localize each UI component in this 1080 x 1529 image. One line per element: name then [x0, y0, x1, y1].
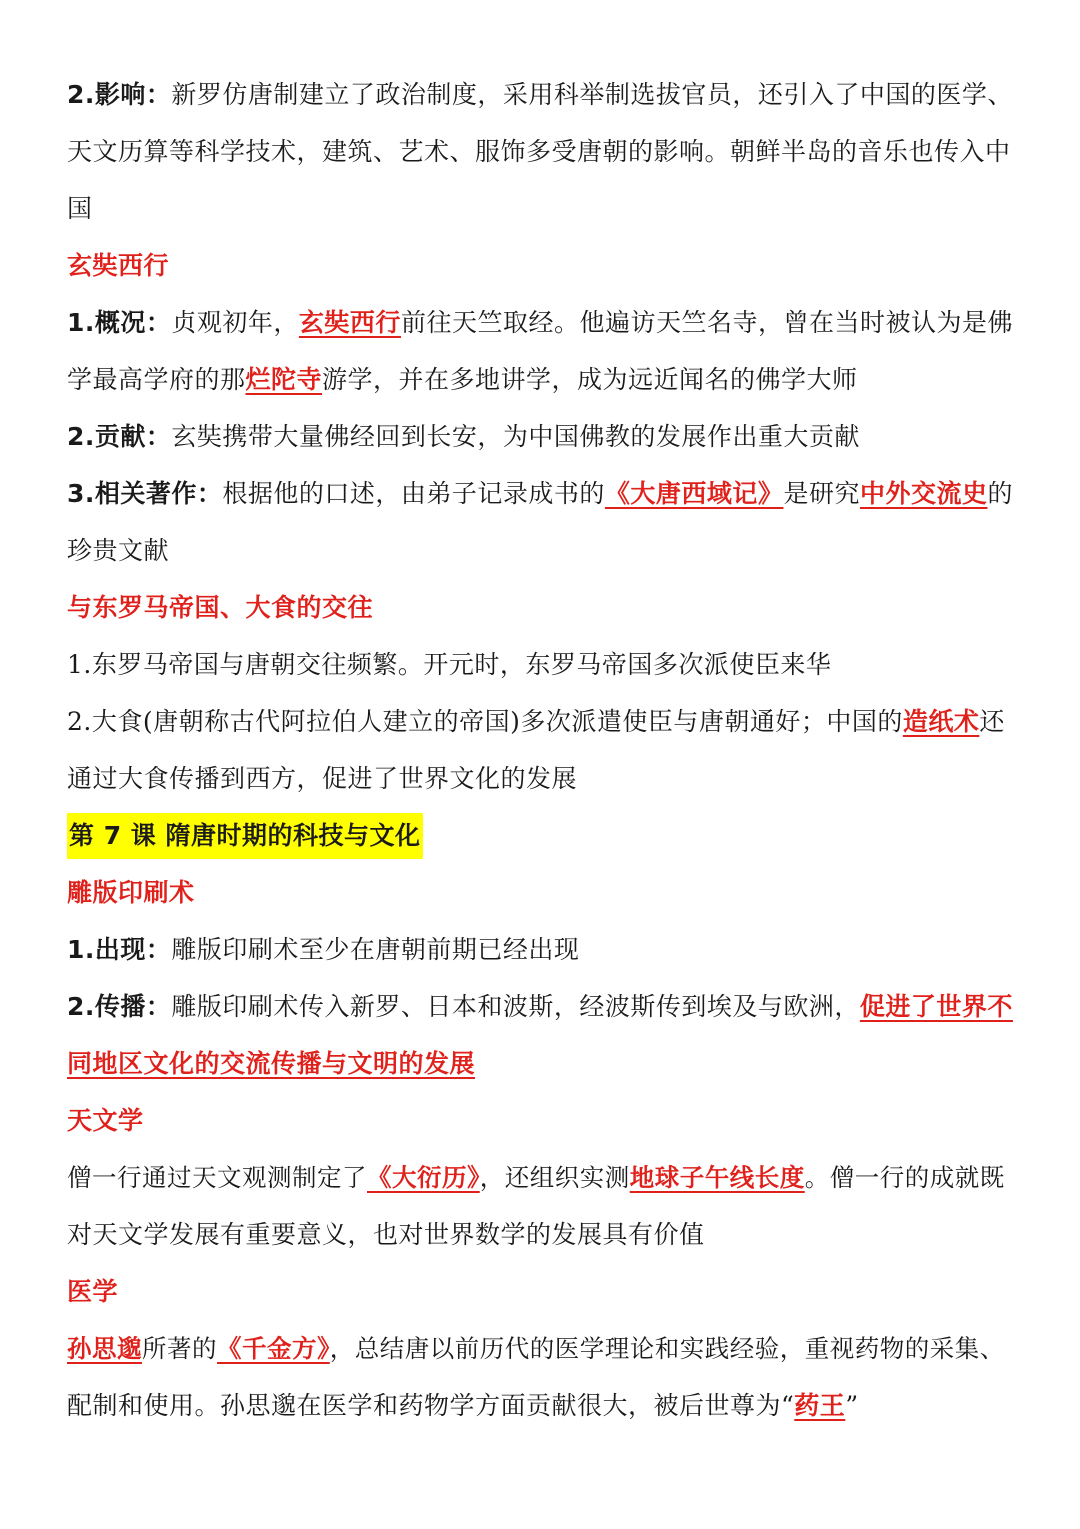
- text: 。僧一行的成就既: [804, 1163, 1005, 1192]
- text: 1.东罗马帝国与唐朝交往频繁。开元时，东罗马帝国多次派使臣来华: [67, 650, 832, 679]
- paragraph-line: [67, 522, 1017, 579]
- key-term: 烂陀寺: [245, 365, 323, 394]
- item-label: 2.传播：: [67, 992, 172, 1021]
- lesson-heading-row: [67, 807, 1017, 864]
- paragraph-line: [67, 1149, 1017, 1206]
- paragraph-line: [67, 1320, 1017, 1377]
- paragraph-line: [67, 408, 1017, 465]
- item-label: 1.出现：: [67, 935, 172, 964]
- key-term: 药王: [794, 1391, 846, 1420]
- lesson-heading: 第 7 课 隋唐时期的科技与文化: [67, 813, 423, 859]
- text: 新罗仿唐制建立了政治制度，采用科举制选拔官员，还引入了中国的医学、: [171, 80, 1013, 109]
- text: 还: [979, 707, 1005, 736]
- text: 2.大食(唐朝称古代阿拉伯人建立的帝国)多次派遣使臣与唐朝通好；中国的: [67, 707, 903, 736]
- text: 是研究: [783, 479, 860, 508]
- key-term: 促进了世界不: [859, 992, 1013, 1021]
- section-title: 医学: [67, 1277, 119, 1306]
- key-term: 玄奘西行: [298, 308, 401, 337]
- paragraph-line: [67, 123, 1017, 180]
- paragraph-line: [67, 1035, 1017, 1092]
- key-term: 造纸术: [902, 707, 980, 736]
- key-term: 《大衍历》: [367, 1163, 480, 1192]
- paragraph-line: [67, 66, 1017, 123]
- text: 珍贵文献: [67, 536, 170, 565]
- paragraph-line: [67, 636, 1017, 693]
- key-term: 孙思邈: [67, 1334, 142, 1363]
- section-title: 雕版印刷术: [67, 878, 195, 907]
- section-title: 天文学: [67, 1106, 144, 1135]
- text: 玄奘携带大量佛经回到长安，为中国佛教的发展作出重大贡献: [171, 422, 860, 451]
- key-term: 同地区文化的交流传播与文明的发展: [67, 1049, 476, 1078]
- item-label: 2.贡献：: [67, 422, 172, 451]
- paragraph-line: [67, 750, 1017, 807]
- text: 前往天竺取经。他遍访天竺名寺，曾在当时被认为是佛: [400, 308, 1013, 337]
- paragraph-line: [67, 1377, 1017, 1434]
- key-term: 《千金方》: [217, 1334, 330, 1363]
- key-term: 《大唐西域记》: [604, 479, 784, 508]
- item-label: 1.概况：: [67, 308, 172, 337]
- document-page: [67, 66, 1017, 1434]
- text: ，还组织实测: [479, 1163, 630, 1192]
- text: 根据他的口述，由弟子记录成书的: [222, 479, 605, 508]
- text: 配制和使用。孙思邈在医学和药物学方面贡献很大，被后世尊为“: [67, 1391, 795, 1420]
- paragraph-line: [67, 1206, 1017, 1263]
- text: 天文历算等科学技术，建筑、艺术、服饰多受唐朝的影响。朝鲜半岛的音乐也传入中: [67, 137, 1011, 166]
- text: 游学，并在多地讲学，成为远近闻名的佛学大师: [322, 365, 858, 394]
- paragraph-line: [67, 693, 1017, 750]
- section-title: 玄奘西行: [67, 251, 170, 280]
- text: 雕版印刷术至少在唐朝前期已经出现: [171, 935, 580, 964]
- text: 僧一行通过天文观测制定了: [67, 1163, 367, 1192]
- key-term: 地球子午线长度: [629, 1163, 805, 1192]
- key-term: 中外交流史: [859, 479, 988, 508]
- section-title: 与东罗马帝国、大食的交往: [67, 593, 374, 622]
- text: 通过大食传播到西方，促进了世界文化的发展: [67, 764, 578, 793]
- paragraph-line: [67, 180, 1017, 237]
- text: 对天文学发展有重要意义，也对世界数学的发展具有价值: [67, 1220, 705, 1249]
- text: 所著的: [142, 1334, 217, 1363]
- text: 学最高学府的那: [67, 365, 246, 394]
- text: 贞观初年，: [171, 308, 299, 337]
- text: 的: [987, 479, 1013, 508]
- paragraph-line: [67, 351, 1017, 408]
- paragraph-line: [67, 921, 1017, 978]
- item-label: 2.影响：: [67, 80, 172, 109]
- paragraph-line: [67, 978, 1017, 1035]
- item-label: 3.相关著作：: [67, 479, 223, 508]
- paragraph-line: [67, 294, 1017, 351]
- text: ，总结唐以前历代的医学理论和实践经验，重视药物的采集、: [329, 1334, 1005, 1363]
- paragraph-line: [67, 465, 1017, 522]
- text: 雕版印刷术传入新罗、日本和波斯，经波斯传到埃及与欧洲，: [171, 992, 860, 1021]
- text: ”: [845, 1391, 859, 1420]
- text: 国: [67, 194, 93, 223]
